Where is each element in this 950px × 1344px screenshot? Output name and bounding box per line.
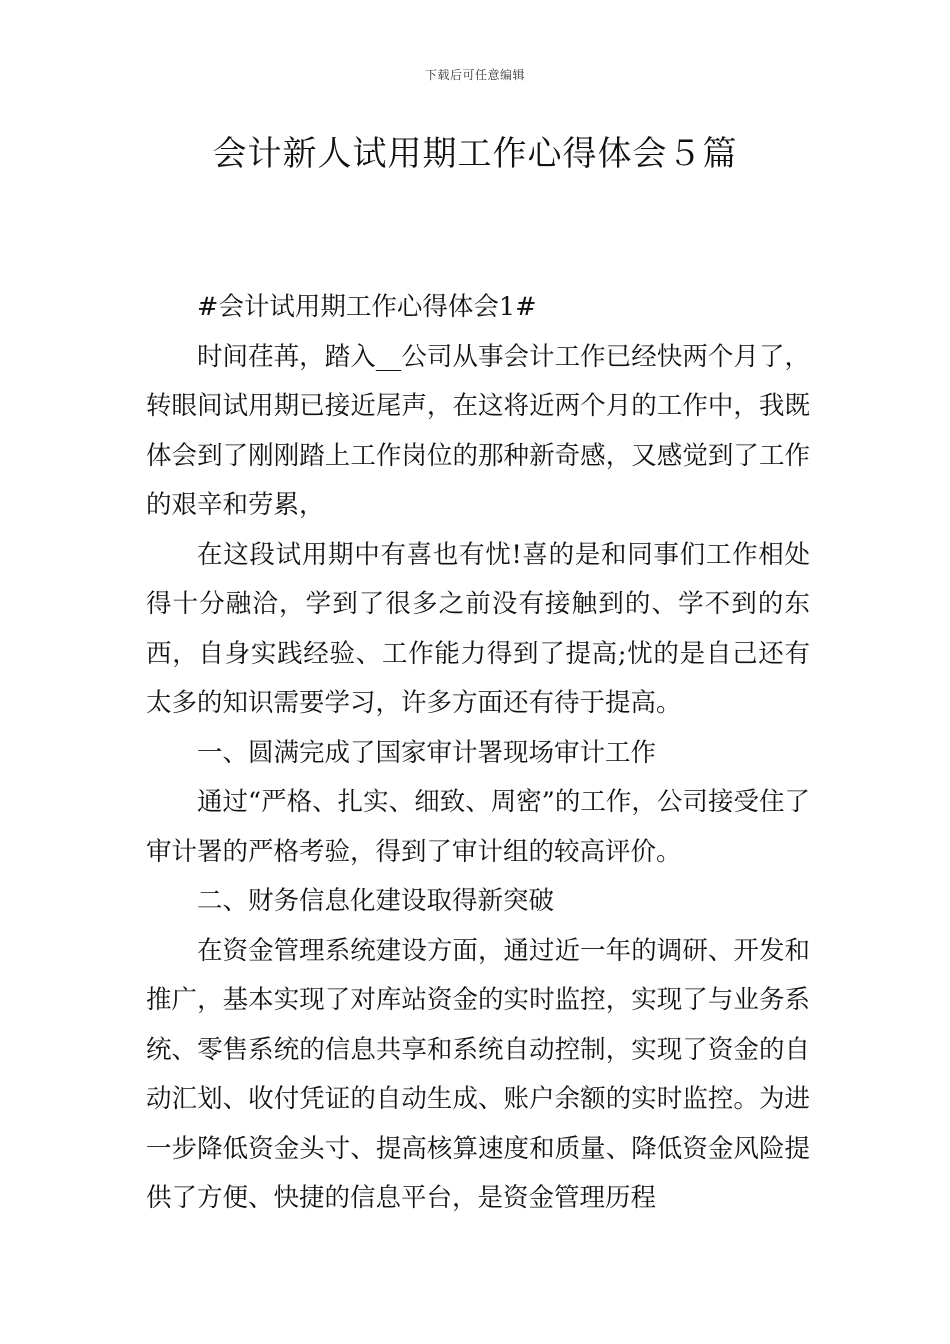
document-title: 会计新人试用期工作心得体会５篇	[212, 134, 738, 174]
header-note: 下载后可任意编辑	[424, 68, 525, 82]
document-body	[146, 283, 810, 1224]
subheading: 一、圆满完成了国家审计署现场审计工作	[197, 737, 657, 768]
paragraph: 在资金管理系统建设方面，通过近一年的调研、开发和推广，基本实现了对库站资金的实时监控，实现了与业务系统、零售系统的信息共享和系统自动控制，实现了资金的自动汇划、收付凭证的自动生成、账户余额的实时监控。为进一步降低资金头寸、提高核算速度和质量、降低资金风险提供了方便、快捷的信息平台，是资金管理历程	[146, 935, 810, 1213]
paragraph: 时间荏苒，踏入__公司从事会计工作已经快两个月了，转眼间试用期已接近尾声，在这将近两个月的工作中，我既体会到了刚刚踏上工作岗位的那种新奇感，又感觉到了工作的艰辛和劳累，	[146, 341, 810, 520]
subheading: 二、财务信息化建设取得新突破	[197, 886, 555, 916]
paragraph: 通过“严格、扎实、细致、周密”的工作，公司接受住了审计署的严格考验，得到了审计组的较高评价。	[146, 787, 810, 867]
paragraph: 在这段试用期中有喜也有忧!喜的是和同事们工作相处得十分融洽，学到了很多之前没有接触到的、学不到的东西，自身实践经验、工作能力得到了提高;忧的是自己还有太多的知识需要学习，许多方面还有待于提高。	[146, 539, 810, 718]
section-heading-1: #会计试用期工作心得体会1#	[197, 292, 537, 322]
